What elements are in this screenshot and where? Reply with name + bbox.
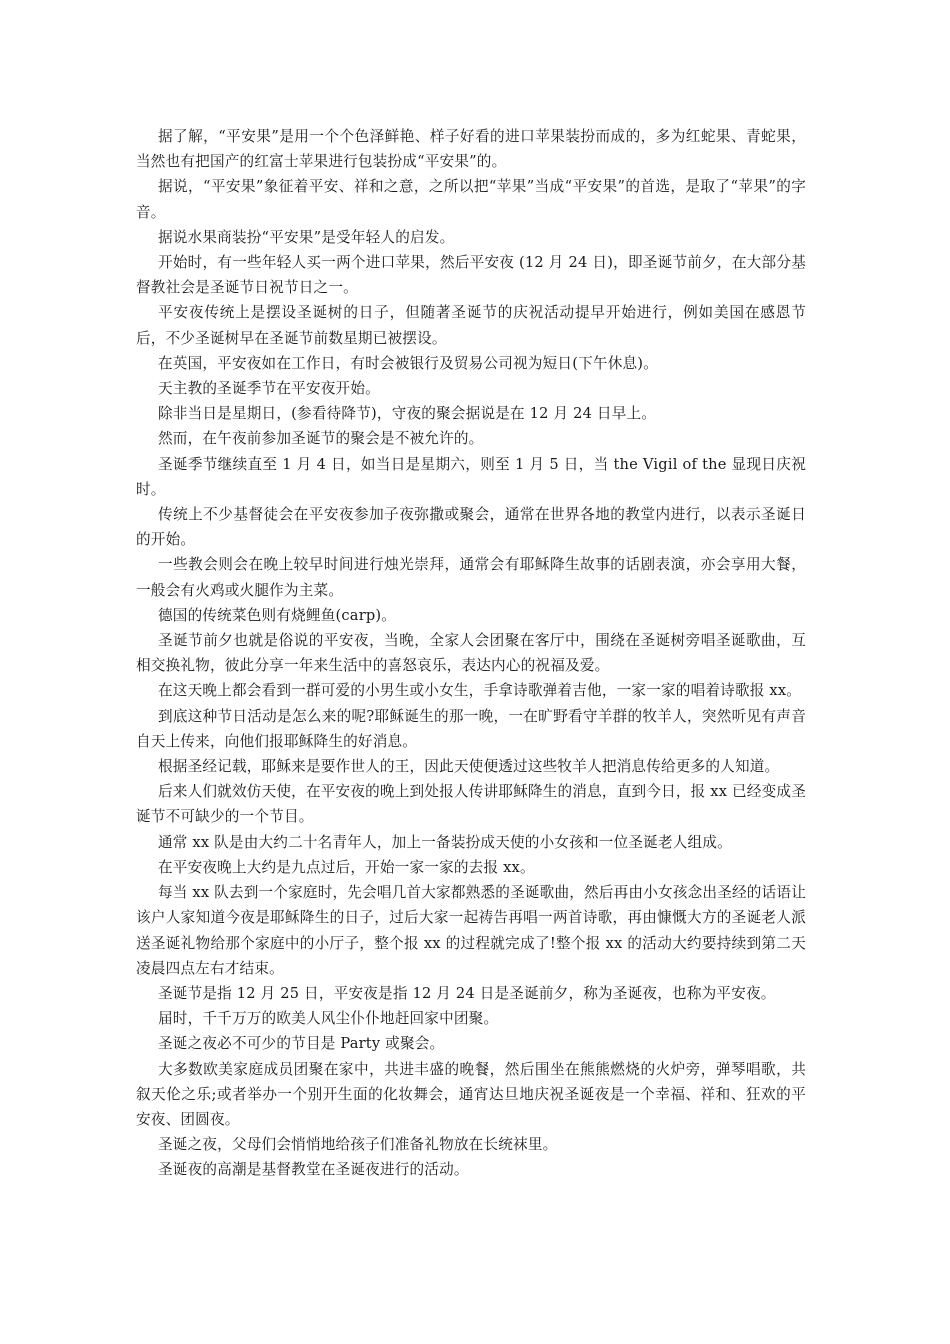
paragraph-9: 然而，在午夜前参加圣诞节的聚会是不被允许的。 bbox=[158, 430, 484, 448]
paragraph-23: 届时，千千万万的欧美人风尘仆仆地赶回家中团聚。 bbox=[158, 1010, 499, 1028]
paragraph-4: 开始时，有一些年轻人买一两个进口苹果，然后平安夜 (12 月 24 日)，即圣诞节前夕，在大部分基督教社会是圣诞节日祝节日之一。 bbox=[136, 254, 806, 297]
paragraph-7: 天主教的圣诞季节在平安夜开始。 bbox=[158, 380, 380, 398]
paragraph-22: 圣诞节是指 12 月 25 日，平安夜是指 12 月 24 日是圣诞前夕，称为圣诞夜，也称为平安夜。 bbox=[158, 984, 776, 1002]
paragraph-24: 圣诞之夜必不可少的节目是 Party 或聚会。 bbox=[158, 1035, 445, 1053]
paragraph-1: 据了解，“平安果”是用一个个色泽鲜艳、样子好看的进口苹果装扮而成的，多为红蛇果、青蛇果，当然也有把国产的红富士苹果进行包装扮成“平安果”的。 bbox=[136, 128, 806, 171]
document-body bbox=[136, 124, 806, 1183]
paragraph-26: 圣诞之夜，父母们会悄悄地给孩子们准备礼物放在长统袜里。 bbox=[158, 1136, 558, 1154]
paragraph-6: 在英国，平安夜如在工作日，有时会被银行及贸易公司视为短日(下午休息)。 bbox=[158, 354, 658, 372]
paragraph-10: 圣诞季节继续直至 1 月 4 日，如当日是星期六，则至 1 月 5 日，当 the Vigil of the 显现日庆祝时。 bbox=[136, 455, 806, 498]
paragraph-13: 德国的传统菜色则有烧鲤鱼(carp)。 bbox=[158, 606, 397, 624]
paragraph-3: 据说水果商装扮“平安果”是受年轻人的启发。 bbox=[158, 228, 455, 246]
paragraph-11: 传统上不少基督徒会在平安夜参加子夜弥撒或聚会，通常在世界各地的教堂内进行，以表示圣诞日的开始。 bbox=[136, 506, 806, 549]
paragraph-2: 据说，“平安果”象征着平安、祥和之意，之所以把“苹果”当成“平安果”的首选，是取了“苹果”的字音。 bbox=[136, 178, 806, 221]
paragraph-5: 平安夜传统上是摆设圣诞树的日子，但随著圣诞节的庆祝活动提早开始进行，例如美国在感恩节后，不少圣诞树早在圣诞节前数星期已被摆设。 bbox=[136, 304, 806, 347]
paragraph-16: 到底这种节日活动是怎么来的呢?耶稣诞生的那一晚，一在旷野看守羊群的牧羊人，突然听见有声音自天上传来，向他们报耶稣降生的好消息。 bbox=[136, 707, 806, 750]
paragraph-15: 在这天晚上都会看到一群可爱的小男生或小女生，手拿诗歌弹着吉他，一家一家的唱着诗歌报 xx。 bbox=[158, 682, 802, 700]
paragraph-8: 除非当日是星期日，(参看待降节)，守夜的聚会据说是在 12 月 24 日早上。 bbox=[158, 405, 657, 423]
paragraph-25: 大多数欧美家庭成员团聚在家中，共进丰盛的晚餐，然后围坐在熊熊燃烧的火炉旁，弹琴唱歌，共叙天伦之乐;或者举办一个别开生面的化妆舞会，通宵达旦地庆祝圣诞夜是一个幸福、祥和、狂欢的平安夜、团圆夜。 bbox=[136, 1060, 806, 1128]
paragraph-19: 通常 xx 队是由大约二十名青年人，加上一备装扮成天使的小女孩和一位圣诞老人组成。 bbox=[158, 833, 732, 851]
paragraph-14: 圣诞节前夕也就是俗说的平安夜，当晚，全家人会团聚在客厅中，围绕在圣诞树旁唱圣诞歌曲，互相交换礼物，彼此分享一年来生活中的喜怒哀乐，表达内心的祝福及爱。 bbox=[136, 632, 806, 675]
paragraph-18: 后来人们就效仿天使，在平安夜的晚上到处报人传讲耶稣降生的消息，直到今日，报 xx 已经变成圣诞节不可缺少的一个节目。 bbox=[136, 783, 806, 826]
paragraph-27: 圣诞夜的高潮是基督教堂在圣诞夜进行的活动。 bbox=[158, 1161, 469, 1179]
paragraph-21: 每当 xx 队去到一个家庭时，先会唱几首大家都熟悉的圣诞歌曲，然后再由小女孩念出圣经的话语让该户人家知道今夜是耶稣降生的日子，过后大家一起祷告再唱一两首诗歌，再由慷慨大方的圣诞老人派送圣诞礼物给那个家庭中的小厅子，整个报 xx 的过程就完成了!整个报 xx 的活动大约要持续到第二天凌晨四点左右才结束。 bbox=[136, 884, 806, 977]
paragraph-12: 一些教会则会在晚上较早时间进行烛光崇拜，通常会有耶稣降生故事的话剧表演，亦会享用大餐，一般会有火鸡或火腿作为主菜。 bbox=[136, 556, 806, 599]
paragraph-20: 在平安夜晚上大约是九点过后，开始一家一家的去报 xx。 bbox=[158, 858, 535, 876]
paragraph-17: 根据圣经记载，耶稣来是要作世人的王，因此天使便透过这些牧羊人把消息传给更多的人知道。 bbox=[158, 758, 780, 776]
